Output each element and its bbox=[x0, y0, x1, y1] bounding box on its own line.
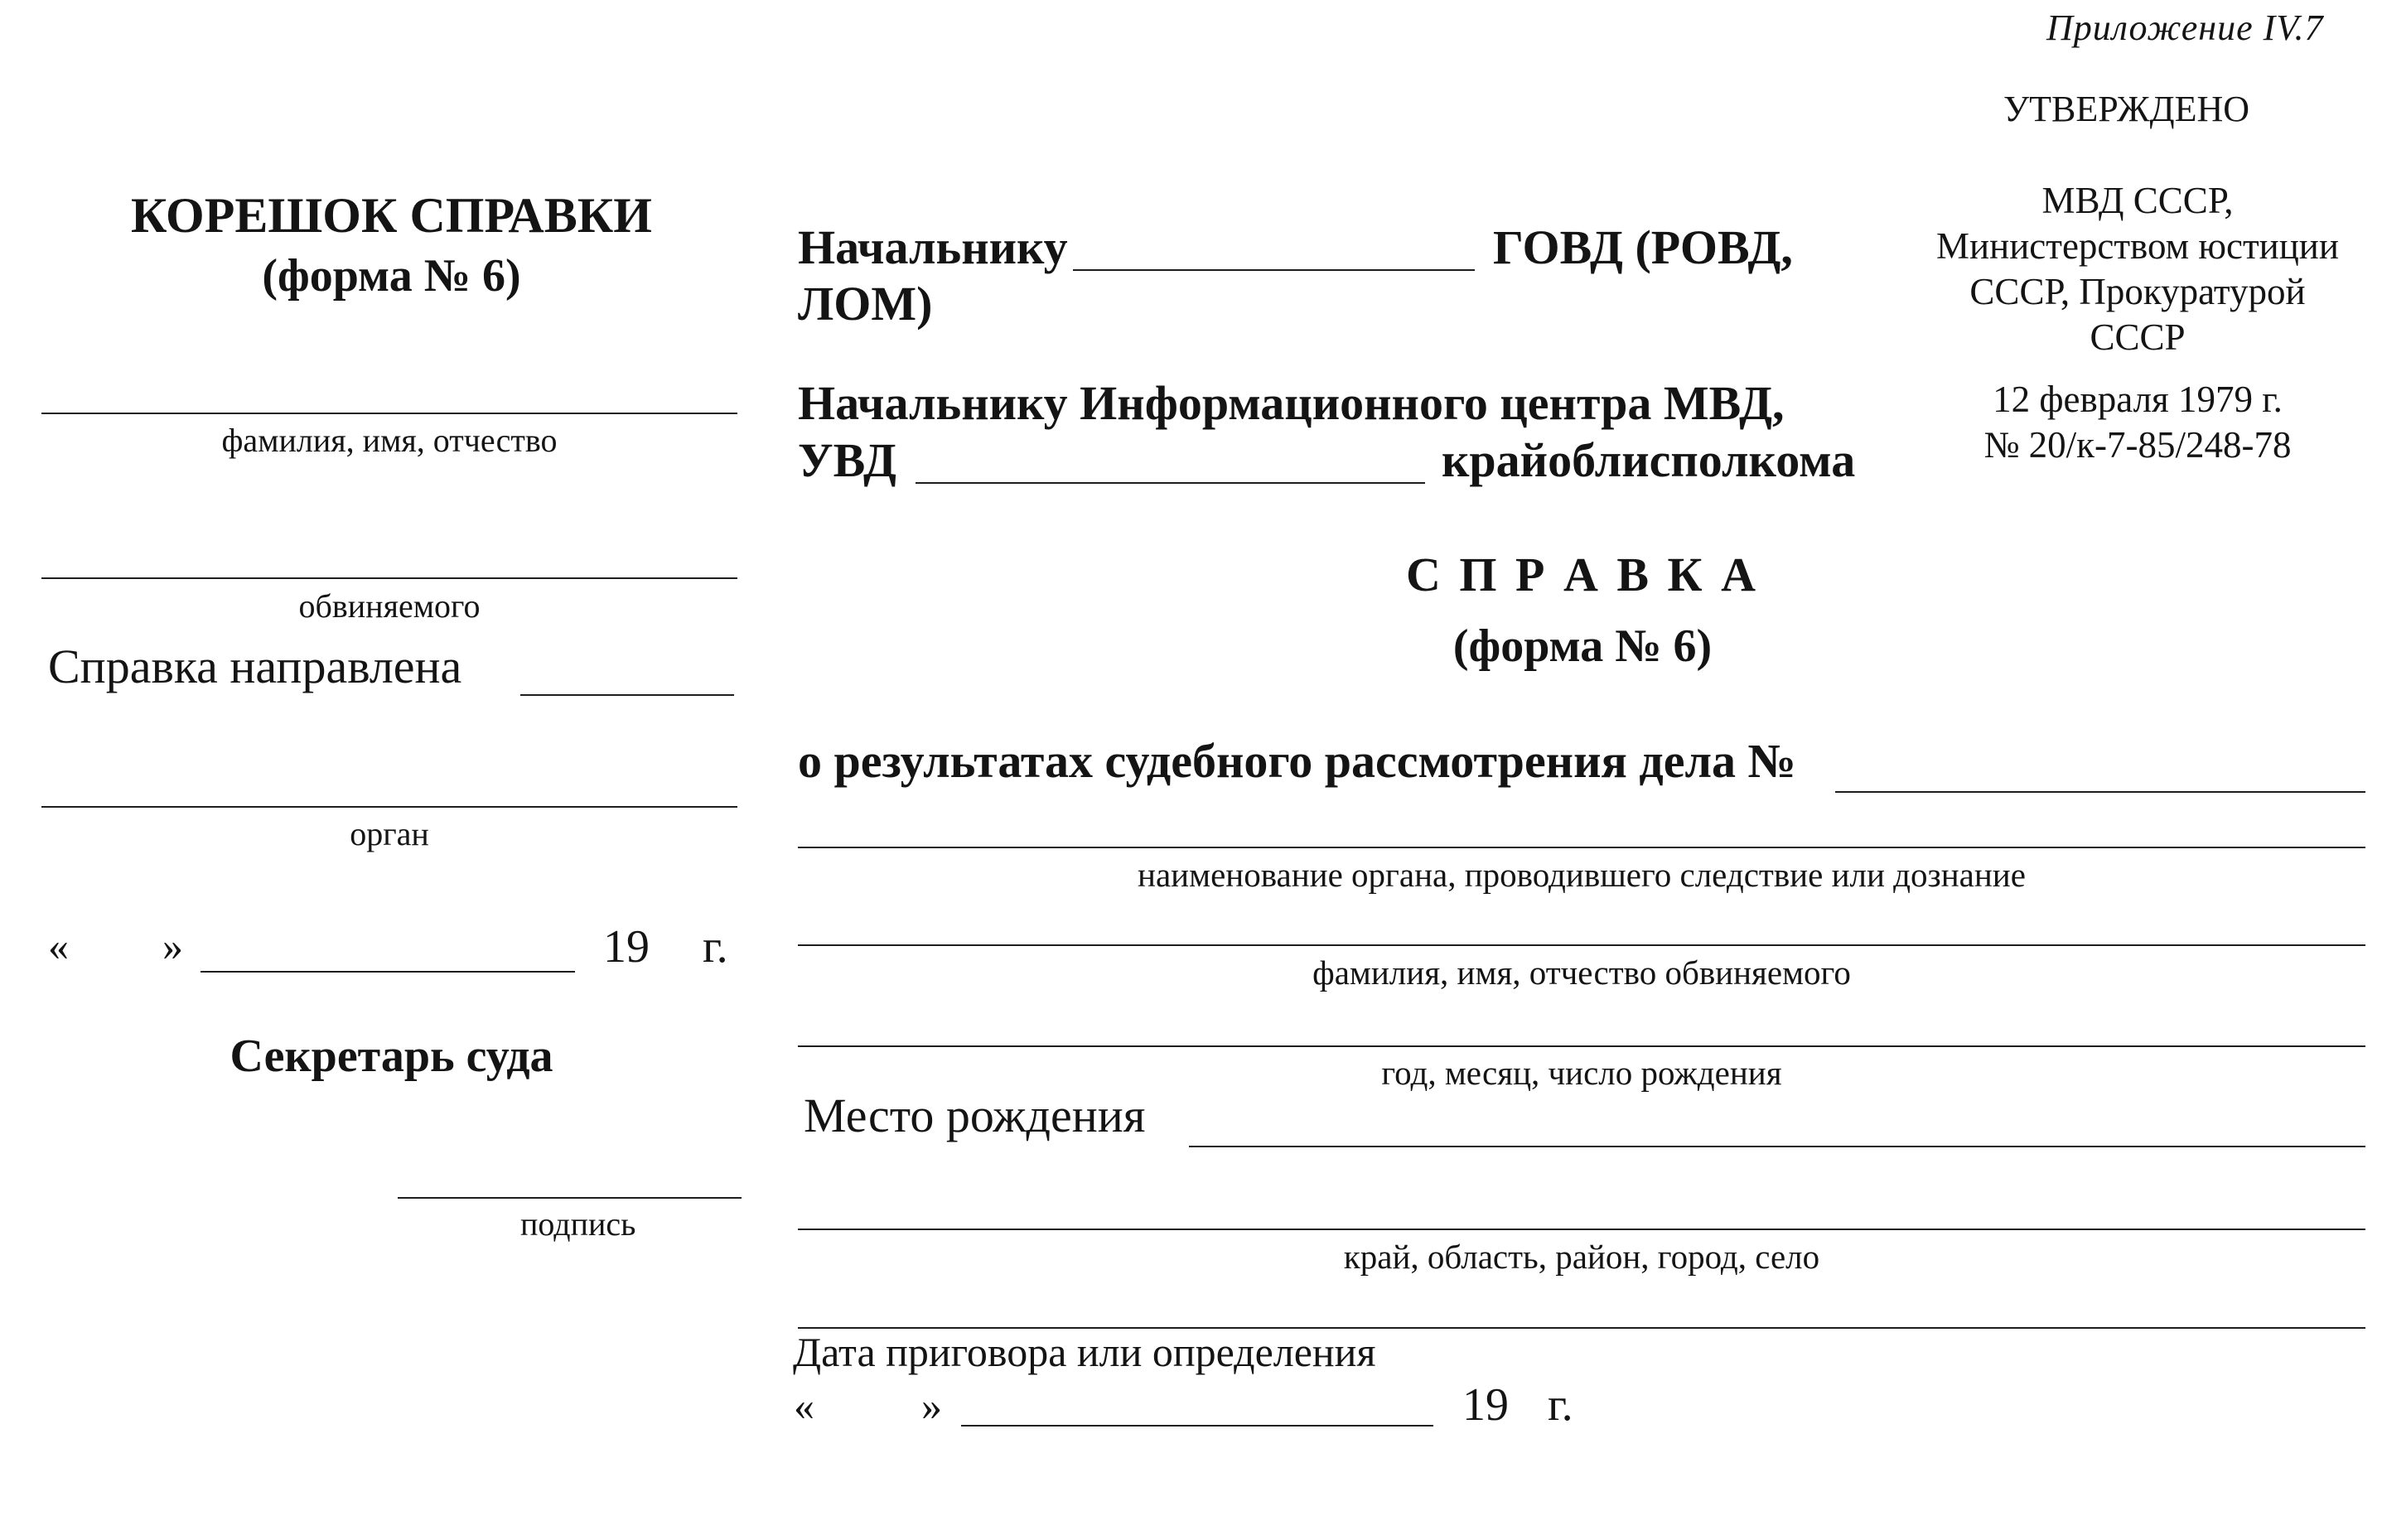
to-head-2-line bbox=[916, 482, 1425, 484]
to-head-2-prefix: УВД bbox=[798, 433, 896, 487]
birthdate-line bbox=[798, 1045, 2365, 1047]
stub-quote-close: » bbox=[162, 923, 183, 969]
verdict-label: Дата приговора или определения bbox=[793, 1329, 1376, 1375]
stub-organ-caption: орган bbox=[350, 815, 429, 852]
region-line bbox=[798, 1229, 2365, 1230]
appendix-label: Приложение IV.7 bbox=[2046, 7, 2324, 48]
case-number-line bbox=[1835, 791, 2365, 793]
verdict-quote-open: « bbox=[794, 1383, 814, 1429]
fio-line bbox=[798, 944, 2365, 946]
case-label: о результатах судебного рассмотрения дела № bbox=[798, 734, 1796, 788]
birthdate-caption: год, месяц, число рождения bbox=[1381, 1054, 1782, 1092]
stub-sent-label: Справка направлена bbox=[48, 640, 462, 693]
to-head-1-line bbox=[1073, 269, 1475, 271]
doc-title: С П Р А В К А bbox=[1406, 548, 1759, 601]
approval-date: 12 февраля 1979 г. bbox=[1993, 379, 2283, 420]
stub-accused-caption: обвиняемого bbox=[298, 587, 481, 625]
stub-date-line bbox=[201, 971, 575, 973]
doc-subtitle: (форма № 6) bbox=[1452, 620, 1713, 672]
stub-secretary: Секретарь суда bbox=[230, 1031, 553, 1082]
verdict-year-prefix: 19 bbox=[1462, 1379, 1509, 1431]
approver-line-1: МВД СССР, bbox=[2041, 180, 2234, 221]
stub-accused-line bbox=[41, 577, 737, 579]
stub-year-prefix: 19 bbox=[603, 921, 650, 973]
verdict-quote-close: » bbox=[921, 1383, 942, 1429]
stub-organ-line bbox=[41, 806, 737, 808]
stub-subtitle: (форма № 6) bbox=[262, 250, 521, 302]
approval-number: № 20/к-7-85/248-78 bbox=[1983, 424, 2292, 466]
approver-line-2: Министерством юстиции bbox=[1936, 225, 2339, 267]
organ-caption: наименование органа, проводившего следствие или дознание bbox=[1138, 856, 2026, 894]
approved-label: УТВЕРЖДЕНО bbox=[2003, 89, 2250, 129]
organ-line bbox=[798, 847, 2365, 848]
to-head-1-end: ГОВД (РОВД, bbox=[1493, 220, 1793, 274]
to-head-2: Начальнику Информационного центра МВД, bbox=[798, 376, 1785, 430]
approver-line-4: СССР bbox=[2090, 316, 2186, 358]
approver-line-3: СССР, Прокуратурой bbox=[1969, 271, 2306, 312]
to-head-2-end: крайоблисполкома bbox=[1442, 433, 1856, 487]
stub-signature-caption: подпись bbox=[520, 1205, 636, 1243]
birthplace-line bbox=[1189, 1146, 2365, 1147]
stub-title: КОРЕШОК СПРАВКИ bbox=[131, 188, 652, 243]
to-head-1: Начальнику bbox=[798, 220, 1068, 274]
fio-caption: фамилия, имя, отчество обвиняемого bbox=[1312, 953, 1851, 992]
stub-fio-caption: фамилия, имя, отчество bbox=[221, 422, 558, 459]
region-caption: край, область, район, город, село bbox=[1343, 1238, 1820, 1276]
stub-year-suffix: г. bbox=[703, 921, 728, 973]
verdict-date-line bbox=[961, 1425, 1433, 1427]
stub-signature-line bbox=[398, 1197, 742, 1199]
stub-quote-open: « bbox=[48, 923, 69, 969]
to-head-1-cont: ЛОМ) bbox=[798, 277, 933, 331]
stub-sent-line bbox=[520, 694, 734, 696]
verdict-year-suffix: г. bbox=[1548, 1379, 1573, 1431]
birthplace-label: Место рождения bbox=[804, 1089, 1146, 1142]
stub-fio-line bbox=[41, 413, 737, 414]
